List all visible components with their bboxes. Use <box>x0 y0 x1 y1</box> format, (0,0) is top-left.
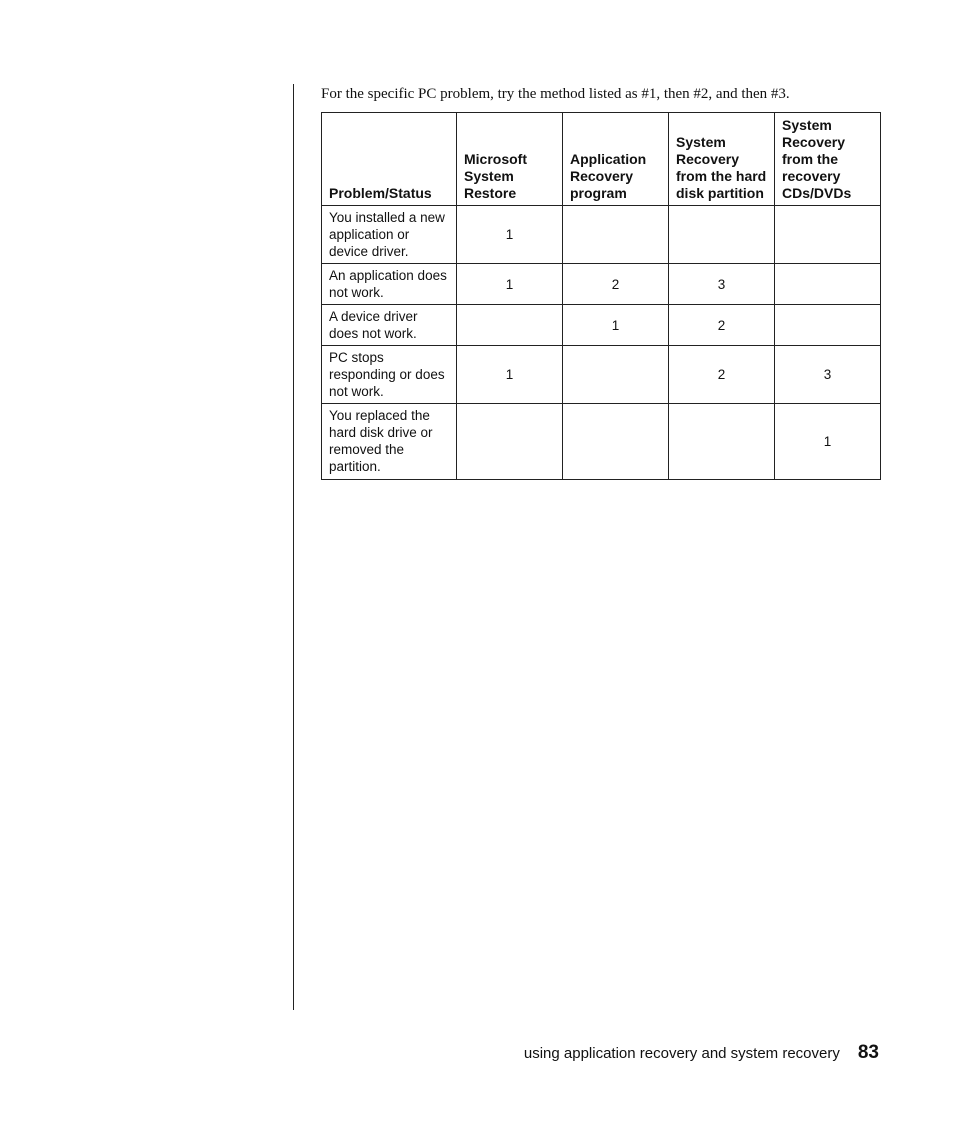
table-row <box>322 404 881 480</box>
page-footer <box>524 1042 879 1064</box>
recovery-method-table <box>321 112 881 480</box>
table-header-row <box>322 113 881 206</box>
intro-paragraph: For the specific PC problem, try the method listed as #1, then #2, and then #3. <box>321 86 790 102</box>
table-row <box>322 206 881 264</box>
page-number: 83 <box>857 1042 879 1063</box>
table-row <box>322 305 881 346</box>
header-recovery-discs: System Recovery from the recovery CDs/DVDs <box>775 113 881 206</box>
value-cell: 1 <box>563 305 669 346</box>
table-row <box>322 264 881 305</box>
table-row <box>322 346 881 404</box>
value-cell <box>775 305 881 346</box>
header-system-restore: Microsoft System Restore <box>457 113 563 206</box>
value-cell <box>563 206 669 264</box>
value-cell <box>563 404 669 480</box>
footer-chapter-title: using application recovery and system recovery <box>523 1045 840 1062</box>
value-cell: 1 <box>457 264 563 305</box>
value-cell <box>457 305 563 346</box>
value-cell <box>775 206 881 264</box>
header-application-recovery: Application Recovery program <box>563 113 669 206</box>
value-cell <box>669 404 775 480</box>
problem-cell: PC stops responding or does not work. <box>322 346 457 404</box>
header-recovery-partition: System Recovery from the hard disk partition <box>669 113 775 206</box>
value-cell: 3 <box>775 346 881 404</box>
value-cell: 2 <box>669 346 775 404</box>
header-problem-status: Problem/Status <box>322 113 457 206</box>
value-cell: 2 <box>669 305 775 346</box>
value-cell: 1 <box>457 206 563 264</box>
value-cell <box>457 404 563 480</box>
value-cell: 1 <box>775 404 881 480</box>
margin-rule <box>293 84 294 1010</box>
value-cell: 1 <box>457 346 563 404</box>
value-cell <box>563 346 669 404</box>
value-cell <box>775 264 881 305</box>
problem-cell: An application does not work. <box>322 264 457 305</box>
problem-cell: A device driver does not work. <box>322 305 457 346</box>
value-cell: 2 <box>563 264 669 305</box>
value-cell <box>669 206 775 264</box>
problem-cell: You installed a new application or device driver. <box>322 206 457 264</box>
problem-cell: You replaced the hard disk drive or removed the partition. <box>322 404 457 480</box>
value-cell: 3 <box>669 264 775 305</box>
